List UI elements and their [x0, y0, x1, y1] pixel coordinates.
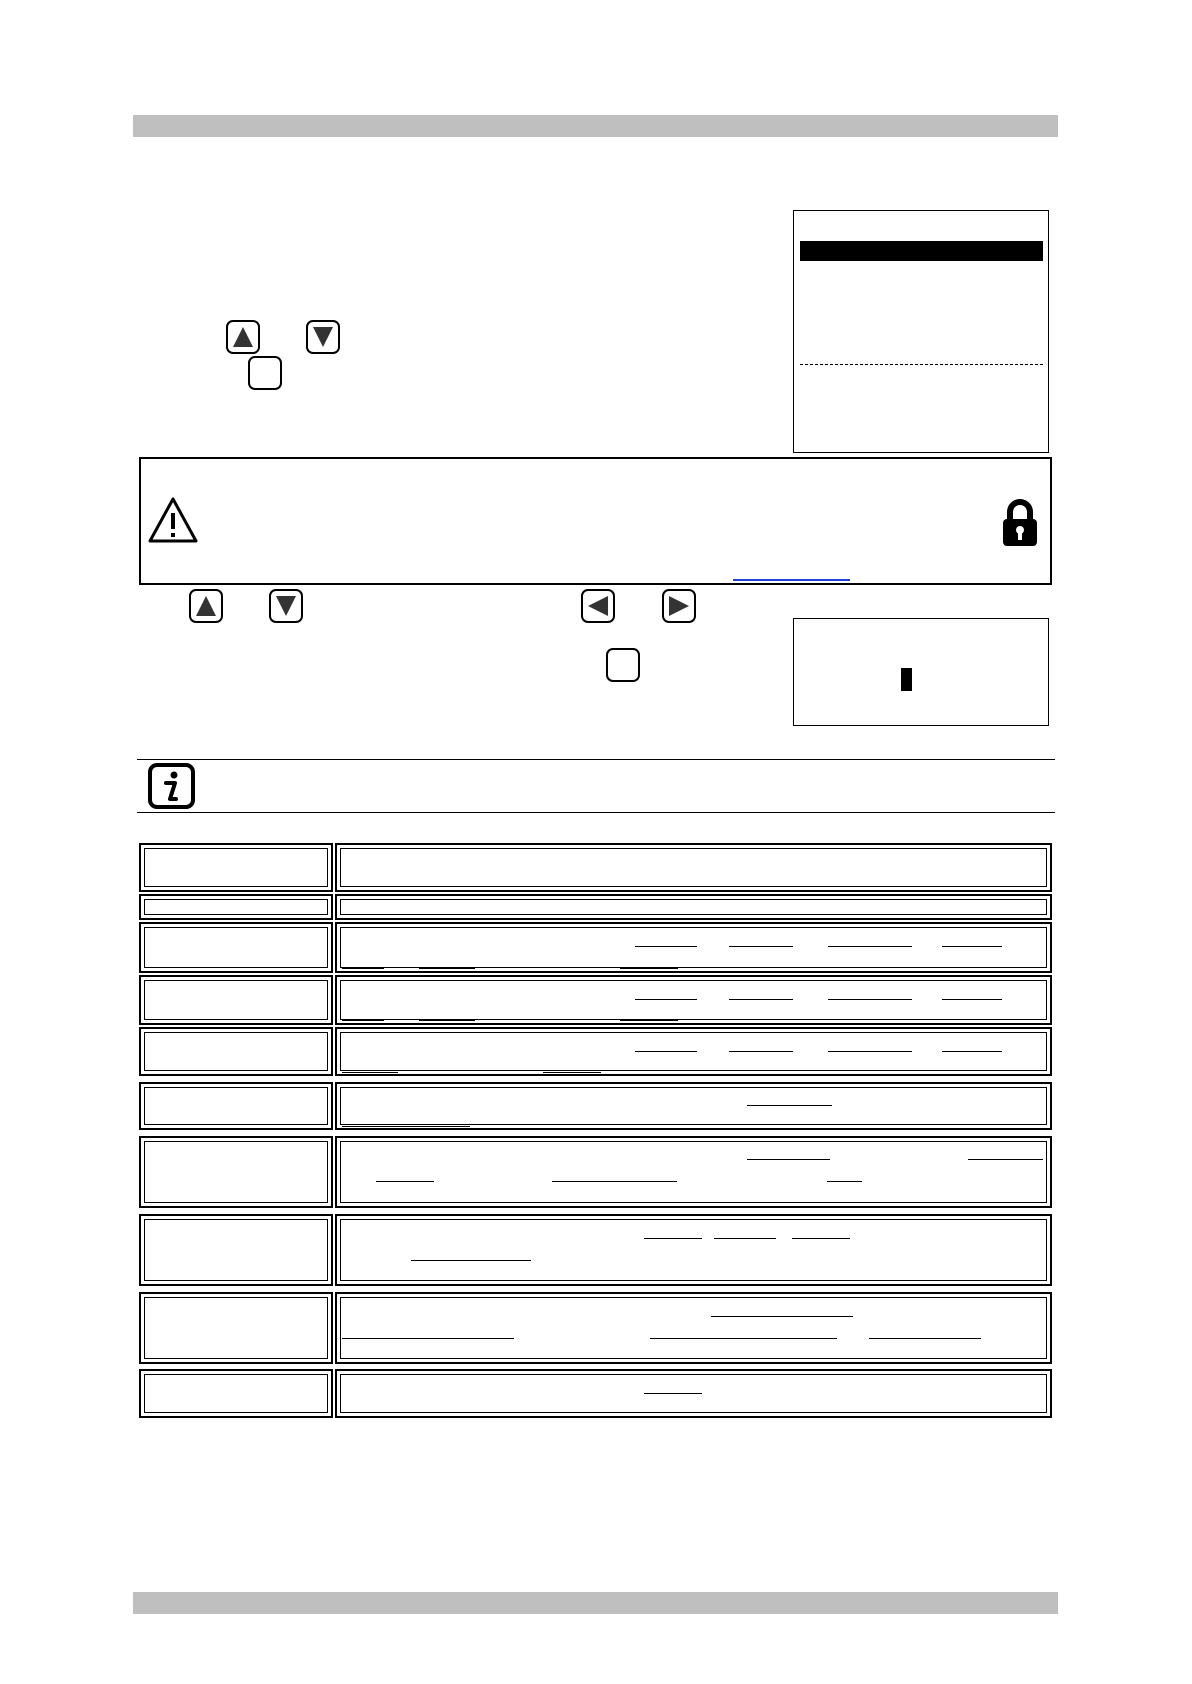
table-link-underline[interactable]: [968, 1159, 1043, 1160]
table-value-cell-9: [335, 1292, 1052, 1364]
table-link-underline[interactable]: [552, 1181, 677, 1182]
table-label-cell-3: [139, 922, 333, 973]
table-link-underline[interactable]: [828, 946, 912, 947]
table-link-underline[interactable]: [342, 1020, 384, 1021]
table-label-cell-8: [139, 1214, 333, 1286]
table-link-underline[interactable]: [747, 1105, 832, 1106]
table-label-cell-9: [139, 1292, 333, 1364]
display-divider: [800, 364, 1043, 365]
table-value-cell-7: [335, 1136, 1052, 1208]
table-link-underline[interactable]: [729, 999, 793, 1000]
table-link-underline[interactable]: [729, 1051, 793, 1052]
table-link-underline[interactable]: [620, 968, 678, 969]
table-value-cell-1: [335, 843, 1052, 892]
table-link-underline[interactable]: [342, 1072, 398, 1073]
table-link-underline[interactable]: [828, 1051, 912, 1052]
table-link-underline[interactable]: [635, 946, 697, 947]
table-link-underline[interactable]: [620, 1020, 678, 1021]
footer-bar: [133, 1592, 1058, 1614]
table-link-underline[interactable]: [942, 999, 1002, 1000]
enter-key[interactable]: [248, 356, 282, 390]
table-link-underline[interactable]: [747, 1159, 830, 1160]
info-rule-top: [137, 759, 1055, 760]
up-arrow-key-2[interactable]: [189, 589, 223, 623]
table-value-cell-8: [335, 1214, 1052, 1286]
warning-link-underline[interactable]: [733, 579, 850, 581]
table-label-cell-10: [139, 1369, 333, 1418]
table-link-underline[interactable]: [635, 999, 697, 1000]
display-cursor: [901, 668, 912, 691]
table-link-underline[interactable]: [650, 1338, 837, 1339]
up-arrow-key[interactable]: [226, 320, 260, 354]
table-link-underline[interactable]: [342, 968, 384, 969]
display-highlight-bar: [800, 241, 1043, 261]
table-link-underline[interactable]: [342, 1126, 470, 1127]
enter-key-2[interactable]: [606, 648, 640, 682]
table-value-cell-6: [335, 1082, 1052, 1130]
table-link-underline[interactable]: [942, 1051, 1002, 1052]
table-value-cell-2: [335, 894, 1052, 920]
table-label-cell-6: [139, 1082, 333, 1130]
info-rule-bottom: [137, 812, 1055, 813]
table-label-cell-4: [139, 975, 333, 1025]
table-link-underline[interactable]: [714, 1238, 776, 1239]
table-label-cell-2: [139, 894, 333, 920]
right-arrow-key[interactable]: [662, 589, 696, 623]
display-entry-panel: [793, 618, 1049, 726]
table-value-cell-4: [335, 975, 1052, 1025]
table-link-underline[interactable]: [827, 1181, 862, 1182]
table-link-underline[interactable]: [376, 1181, 434, 1182]
table-link-underline[interactable]: [411, 1260, 531, 1261]
table-value-cell-3: [335, 922, 1052, 973]
table-link-underline[interactable]: [942, 946, 1002, 947]
table-link-underline[interactable]: [828, 999, 912, 1000]
table-link-underline[interactable]: [419, 968, 475, 969]
lock-icon: [1001, 499, 1039, 547]
triangle-up-icon: [194, 594, 218, 618]
header-bar: [133, 115, 1058, 137]
table-link-underline[interactable]: [644, 1393, 702, 1394]
table-link-underline[interactable]: [792, 1238, 850, 1239]
table-value-cell-10: [335, 1369, 1052, 1418]
triangle-down-icon: [274, 594, 298, 618]
table-link-underline[interactable]: [869, 1338, 981, 1339]
table-label-cell-5: [139, 1027, 333, 1076]
table-link-underline[interactable]: [644, 1238, 702, 1239]
table-link-underline[interactable]: [543, 1072, 601, 1073]
triangle-up-icon: [231, 325, 255, 349]
table-value-cell-5: [335, 1027, 1052, 1076]
table-label-cell-7: [139, 1136, 333, 1208]
table-link-underline[interactable]: [635, 1051, 697, 1052]
warning-box: [139, 457, 1052, 585]
table-label-cell-1: [139, 843, 333, 892]
triangle-right-icon: [667, 594, 691, 618]
down-arrow-key-2[interactable]: [269, 589, 303, 623]
display-menu-panel: [793, 210, 1049, 453]
down-arrow-key[interactable]: [306, 320, 340, 354]
triangle-left-icon: [586, 594, 610, 618]
table-link-underline[interactable]: [342, 1338, 514, 1339]
warning-icon: [147, 496, 199, 544]
info-icon: [147, 762, 197, 810]
table-link-underline[interactable]: [419, 1020, 475, 1021]
table-link-underline[interactable]: [729, 946, 793, 947]
table-link-underline[interactable]: [711, 1316, 853, 1317]
left-arrow-key[interactable]: [581, 589, 615, 623]
triangle-down-icon: [311, 325, 335, 349]
